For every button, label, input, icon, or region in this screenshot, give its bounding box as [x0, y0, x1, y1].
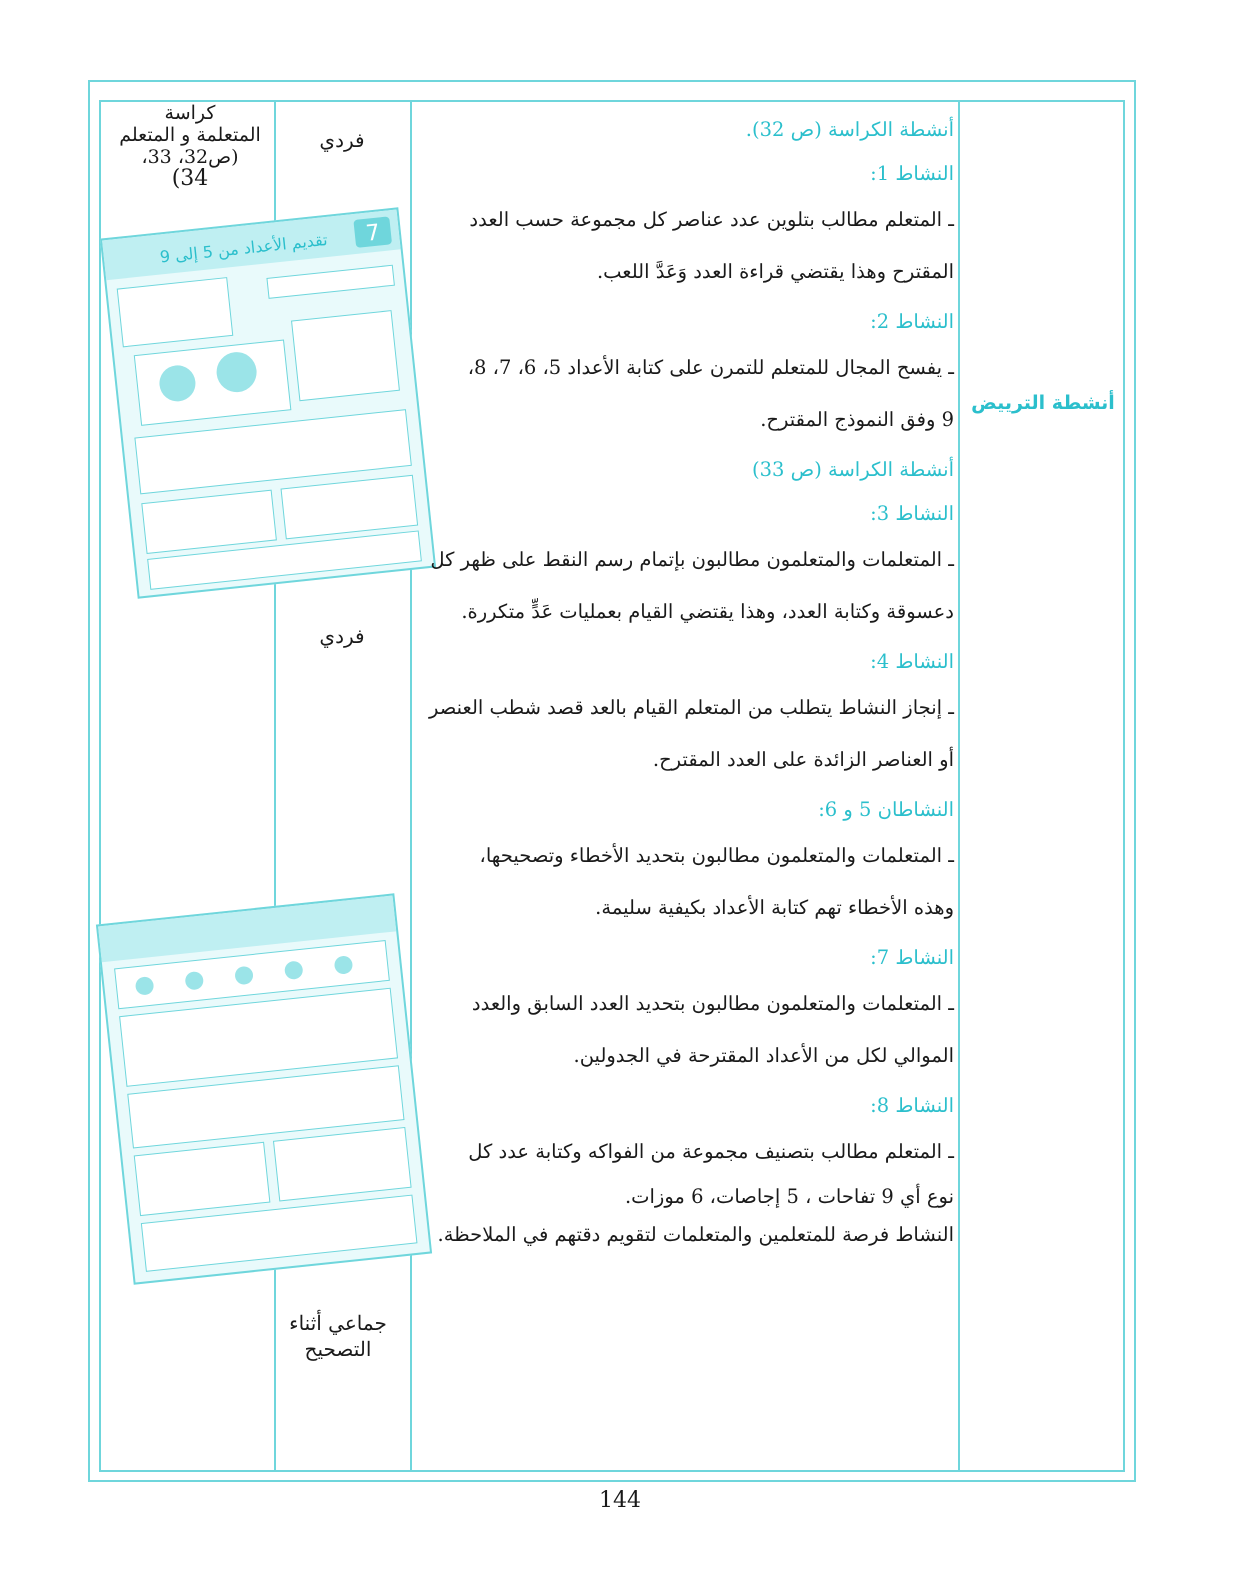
activity-text: ـ المتعلمات والمتعلمون مطالبون بإتمام رسم النقط على ظهر كل	[430, 548, 954, 571]
activity-text: المقترح وهذا يقتضي قراءة العدد وَعَدَّ اللعب.	[596, 260, 954, 283]
page-number: 144	[599, 1488, 641, 1513]
activity-text: أو العناصر الزائدة على العدد المقترح.	[652, 748, 954, 771]
activity-heading: النشاط 7:	[870, 946, 954, 969]
stage-label: أنشطة الترييض	[971, 392, 1115, 414]
workbook-page-thumbnail	[96, 893, 432, 1284]
material-line: 34)	[171, 166, 209, 191]
activity-text: الموالي لكل من الأعداد المقترحة في الجدولين.	[573, 1044, 954, 1067]
thumbnail-title: تقديم الأعداد من 5 إلى 9	[158, 229, 329, 267]
material-line: (ص32، 33،	[141, 146, 239, 168]
work-mode-individual: فردي	[319, 624, 365, 648]
work-mode-line: جماعي أثناء	[289, 1311, 387, 1335]
activity-text: ـ المتعلمات والمتعلمون مطالبون بتحديد الأخطاء وتصحيحها،	[479, 844, 954, 867]
activity-descriptions	[414, 106, 954, 1254]
column-divider-content	[958, 100, 960, 1472]
activity-heading: النشاط 2:	[870, 310, 954, 333]
activity-text: ـ المتعلمات والمتعلمون مطالبون بتحديد العدد السابق والعدد	[471, 992, 954, 1015]
activity-text: ـ المتعلم مطالب بتصنيف مجموعة من الفواكه وكتابة عدد كل	[468, 1140, 954, 1163]
activity-text: ـ إنجاز النشاط يتطلب من المتعلم القيام بالعد قصد شطب العنصر	[428, 696, 954, 719]
activity-heading: النشاط 1:	[870, 162, 954, 185]
work-mode-line: التصحيح	[304, 1337, 372, 1361]
activity-text: وهذه الأخطاء تهم كتابة الأعداد بكيفية سليمة.	[595, 896, 954, 919]
activity-text: النشاط فرصة للمتعلمين والمتعلمات لتقويم دقتهم في الملاحظة.	[437, 1223, 954, 1246]
workbook-page-illustration	[102, 210, 434, 597]
activity-text: ـ المتعلم مطالب بتلوين عدد عناصر كل مجموعة حسب العدد	[469, 208, 954, 231]
activity-heading: النشاط 8:	[870, 1094, 954, 1117]
activity-heading: أنشطة الكراسة (ص 33)	[751, 458, 954, 481]
activity-heading: أنشطة الكراسة (ص 32).	[745, 118, 954, 141]
workbook-page-illustration	[98, 896, 430, 1283]
activity-heading: النشاطان 5 و 6:	[818, 798, 954, 821]
workbook-page-thumbnail	[100, 207, 436, 598]
column-divider-mode	[410, 100, 412, 1472]
activity-text: نوع أي 9 تفاحات ، 5 إجاصات، 6 موزات.	[624, 1185, 954, 1208]
thumbnail-page-number: 7	[364, 220, 382, 247]
activity-heading: النشاط 3:	[870, 502, 954, 525]
activity-heading: النشاط 4:	[870, 650, 954, 673]
activity-text: دعسوقة وكتابة العدد، وهذا يقتضي القيام بعمليات عَدٍّ متكررة.	[461, 600, 954, 623]
work-mode-individual: فردي	[319, 128, 365, 152]
activity-text: ـ يفسح المجال للمتعلم للتمرن على كتابة الأعداد 5، 6، 7، 8،	[467, 356, 954, 379]
material-cell	[110, 102, 270, 190]
material-line: كراسة	[164, 102, 216, 124]
activity-text: 9 وفق النموذج المقترح.	[760, 408, 954, 431]
work-mode-group	[278, 1310, 398, 1362]
material-line: المتعلمة و المتعلم	[119, 124, 261, 146]
